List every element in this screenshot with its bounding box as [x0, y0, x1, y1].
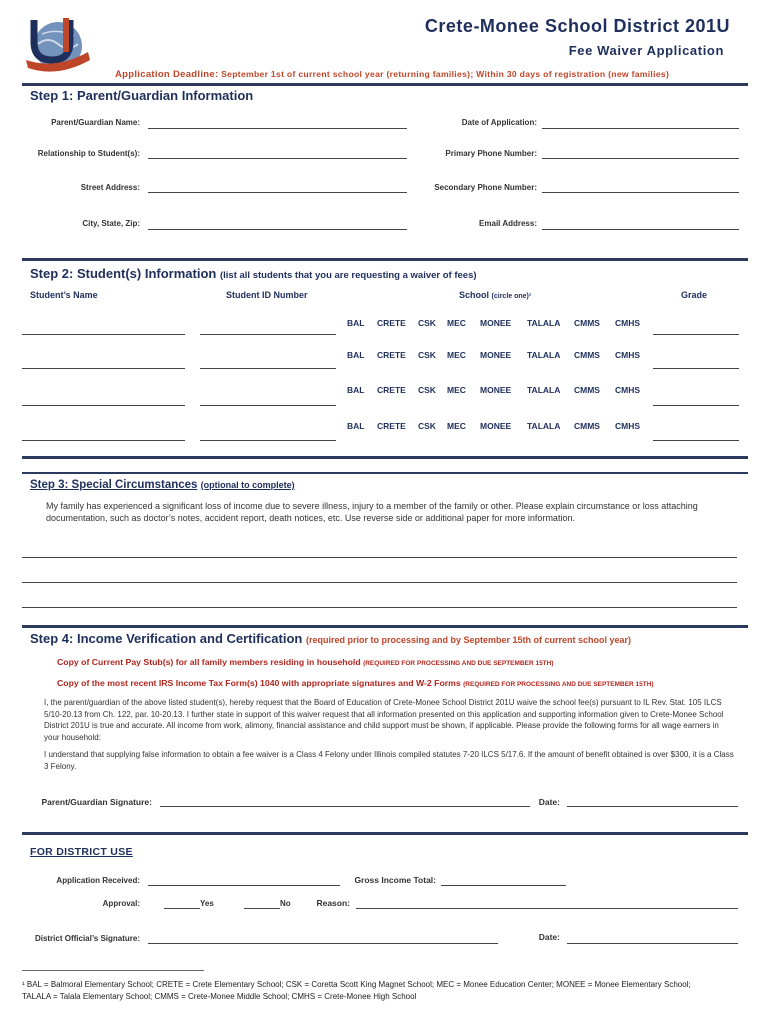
student-name-field[interactable] — [22, 334, 185, 335]
student-grade-field[interactable] — [653, 440, 739, 441]
header-divider — [22, 83, 748, 86]
school-option-bal[interactable]: BAL — [347, 350, 365, 360]
district-logo — [22, 14, 92, 84]
student-name-field[interactable] — [22, 440, 185, 441]
street-address-field[interactable] — [148, 192, 407, 193]
certification-paragraph: I, the parent/guardian of the above listed student(s), hereby request that the Board of Education of Crete-Monee School District 201U waive the school fee(s) pursuant to IL Rev. Stat. 105 ILCS 5/10-20.13 from Ch. 122, par. 10-20.13. I further state in support of this waiver request that all information presented on this application and supporting information given to Crete-Monee School District 201U is true and accurate. All income from work, alimony, financial assistance and child support must be shown, if applicable. Please provide the following forms for all wage earners in your household: — [44, 698, 724, 742]
reason-label: Reason: — [316, 898, 350, 908]
primary-phone-field[interactable] — [542, 158, 739, 159]
parent-date-label: Date: — [538, 797, 560, 807]
school-option-mec[interactable]: MEC — [447, 385, 466, 395]
student-id-field[interactable] — [200, 334, 336, 335]
deadline-line — [115, 69, 669, 80]
col-grade: Grade — [681, 290, 708, 300]
approval-yes-field[interactable] — [164, 908, 200, 909]
circumstance-line-3[interactable] — [22, 607, 737, 608]
student-id-field[interactable] — [200, 405, 336, 406]
step2-title: Step 2: Student(s) Information — [30, 266, 217, 281]
gross-income-label: Gross Income Total: — [354, 875, 436, 885]
school-option-cmhs[interactable]: CMHS — [615, 421, 641, 431]
school-option-mec[interactable]: MEC — [447, 421, 466, 431]
school-option-bal[interactable]: BAL — [347, 385, 365, 395]
relationship-label: Relationship to Student(s): — [37, 149, 140, 158]
step3-heading — [30, 479, 295, 491]
circumstance-line-1[interactable] — [22, 557, 737, 558]
step2-divider — [22, 456, 748, 459]
school-option-talala[interactable]: TALALA — [527, 385, 561, 395]
student-grade-field[interactable] — [653, 368, 739, 369]
footnote-separator — [22, 970, 204, 971]
official-date-label: Date: — [538, 932, 560, 942]
student-name-field[interactable] — [22, 405, 185, 406]
req1-note: (REQUIRED FOR PROCESSING AND DUE SEPTEMBER 15TH) — [363, 660, 554, 667]
step2-heading — [30, 266, 477, 281]
school-option-csk[interactable]: CSK — [418, 421, 436, 431]
req1-text: Copy of Current Pay Stub(s) for all family members residing in household — [57, 657, 361, 667]
city-state-zip-label: City, State, Zip: — [82, 219, 140, 228]
gross-income-field[interactable] — [441, 885, 566, 886]
official-signature-label: District Official’s Signature: — [34, 934, 140, 943]
col-school — [459, 290, 531, 300]
school-option-bal[interactable]: BAL — [347, 318, 365, 328]
date-of-application-field[interactable] — [542, 128, 739, 129]
school-option-mec[interactable]: MEC — [447, 350, 466, 360]
secondary-phone-field[interactable] — [542, 192, 739, 193]
step1-divider — [22, 258, 748, 261]
step3-title: Step 3: Special Circumstances — [30, 479, 198, 491]
step4-heading — [30, 631, 631, 646]
col-school-note: (circle one)¹ — [491, 293, 532, 300]
school-option-monee[interactable]: MONEE — [480, 350, 512, 360]
parent-date-field[interactable] — [567, 806, 738, 807]
document-title: Crete-Monee School District 201U — [424, 16, 730, 36]
app-received-label: Application Received: — [56, 876, 140, 885]
approval-no-field[interactable] — [244, 908, 280, 909]
footnote-line-2: TALALA = Talala Elementary School; CMMS = Crete-Monee Middle School; CMHS = Crete-Monee High School — [22, 992, 417, 1001]
city-state-zip-field[interactable] — [148, 229, 407, 230]
school-option-monee[interactable]: MONEE — [480, 385, 512, 395]
school-option-monee[interactable]: MONEE — [480, 318, 512, 328]
globe-logo-icon — [22, 14, 92, 84]
parent-signature-label: Parent/Guardian Signature: — [41, 797, 152, 807]
school-option-crete[interactable]: CRETE — [377, 318, 406, 328]
school-option-crete[interactable]: CRETE — [377, 421, 406, 431]
school-option-crete[interactable]: CRETE — [377, 350, 406, 360]
step2-note: (list all students that you are requesting a waiver of fees) — [219, 270, 477, 281]
school-option-cmhs[interactable]: CMHS — [615, 318, 641, 328]
street-address-label: Street Address: — [80, 183, 140, 192]
school-option-crete[interactable]: CRETE — [377, 385, 406, 395]
col-student-name: Student’s Name — [30, 290, 98, 300]
parent-name-label: Parent/Guardian Name: — [51, 118, 140, 127]
student-id-field[interactable] — [200, 440, 336, 441]
official-date-field[interactable] — [567, 943, 738, 944]
deadline-text: September 1st of current school year (returning families); Within 30 days of registration (new families) — [221, 69, 670, 79]
step4-divider — [22, 832, 748, 835]
document-subtitle: Fee Waiver Application — [568, 43, 724, 58]
student-grade-field[interactable] — [653, 405, 739, 406]
school-option-csk[interactable]: CSK — [418, 318, 436, 328]
school-option-cmhs[interactable]: CMHS — [615, 385, 641, 395]
school-option-cmms[interactable]: CMMS — [574, 421, 600, 431]
approval-yes-label: Yes — [200, 899, 214, 908]
approval-no-label: No — [280, 899, 291, 908]
col-student-id: Student ID Number — [226, 290, 308, 300]
req2-text: Copy of the most recent IRS Income Tax Form(s) 1040 with appropriate signatures and W-2 Forms — [57, 678, 461, 688]
secondary-phone-label: Secondary Phone Number: — [434, 183, 537, 192]
school-option-cmhs[interactable]: CMHS — [615, 350, 641, 360]
circumstance-line-2[interactable] — [22, 582, 737, 583]
step2-divider-2 — [22, 472, 748, 474]
footnote-line-1: ¹ BAL = Balmoral Elementary School; CRETE = Crete Elementary School; CSK = Coretta Scott King Magnet School; MEC = Monee Education Center; MONEE = Monee Elementary School; — [22, 980, 691, 989]
school-option-cmms[interactable]: CMMS — [574, 350, 600, 360]
parent-signature-field[interactable] — [160, 806, 530, 807]
school-option-talala[interactable]: TALALA — [527, 421, 561, 431]
approval-label: Approval: — [102, 899, 140, 908]
step3-note: (optional to complete) — [200, 480, 295, 490]
student-name-field[interactable] — [22, 368, 185, 369]
school-option-bal[interactable]: BAL — [347, 421, 365, 431]
reason-field[interactable] — [356, 908, 738, 909]
student-grade-field[interactable] — [653, 334, 739, 335]
req2-note: (REQUIRED FOR PROCESSING AND DUE SEPTEMBER 15TH) — [463, 681, 654, 688]
email-label: Email Address: — [479, 219, 537, 228]
step4-title: Step 4: Income Verification and Certification — [30, 631, 303, 646]
requirement-tax-forms — [57, 678, 654, 688]
school-option-monee[interactable]: MONEE — [480, 421, 512, 431]
school-option-csk[interactable]: CSK — [418, 385, 436, 395]
step1-heading: Step 1: Parent/Guardian Information — [30, 88, 254, 103]
district-use-heading: FOR DISTRICT USE — [30, 846, 133, 858]
school-option-cmms[interactable]: CMMS — [574, 318, 600, 328]
primary-phone-label: Primary Phone Number: — [445, 149, 537, 158]
deadline-label: Application Deadline: — [115, 69, 219, 80]
school-option-talala[interactable]: TALALA — [527, 318, 561, 328]
parent-name-field[interactable] — [148, 128, 407, 129]
app-received-field[interactable] — [148, 885, 340, 886]
school-option-cmms[interactable]: CMMS — [574, 385, 600, 395]
step3-divider — [22, 625, 748, 628]
step3-text: My family has experienced a significant loss of income due to severe illness, injury to a member of the family or other. Please explain circumstance or loss attaching documentation, such as doctor’s notes, accident report, death notices, etc. Use reverse side or additional paper for more information. — [46, 501, 698, 523]
school-option-talala[interactable]: TALALA — [527, 350, 561, 360]
requirement-pay-stubs — [57, 657, 554, 667]
school-option-mec[interactable]: MEC — [447, 318, 466, 328]
official-signature-field[interactable] — [148, 943, 498, 944]
date-of-application-label: Date of Application: — [461, 118, 537, 127]
step4-note: (required prior to processing and by September 15th of current school year) — [305, 635, 632, 645]
col-school-label: School — [459, 290, 490, 300]
school-option-csk[interactable]: CSK — [418, 350, 436, 360]
student-id-field[interactable] — [200, 368, 336, 369]
email-field[interactable] — [542, 229, 739, 230]
felony-notice: I understand that supplying false information to obtain a fee waiver is a Class 4 Felony under Illinois compiled statutes 7-20 ILCS 5/17.6. If the amount of benefit obtained is over $300, it is a Class 3 Felony. — [44, 750, 734, 771]
relationship-field[interactable] — [148, 158, 407, 159]
